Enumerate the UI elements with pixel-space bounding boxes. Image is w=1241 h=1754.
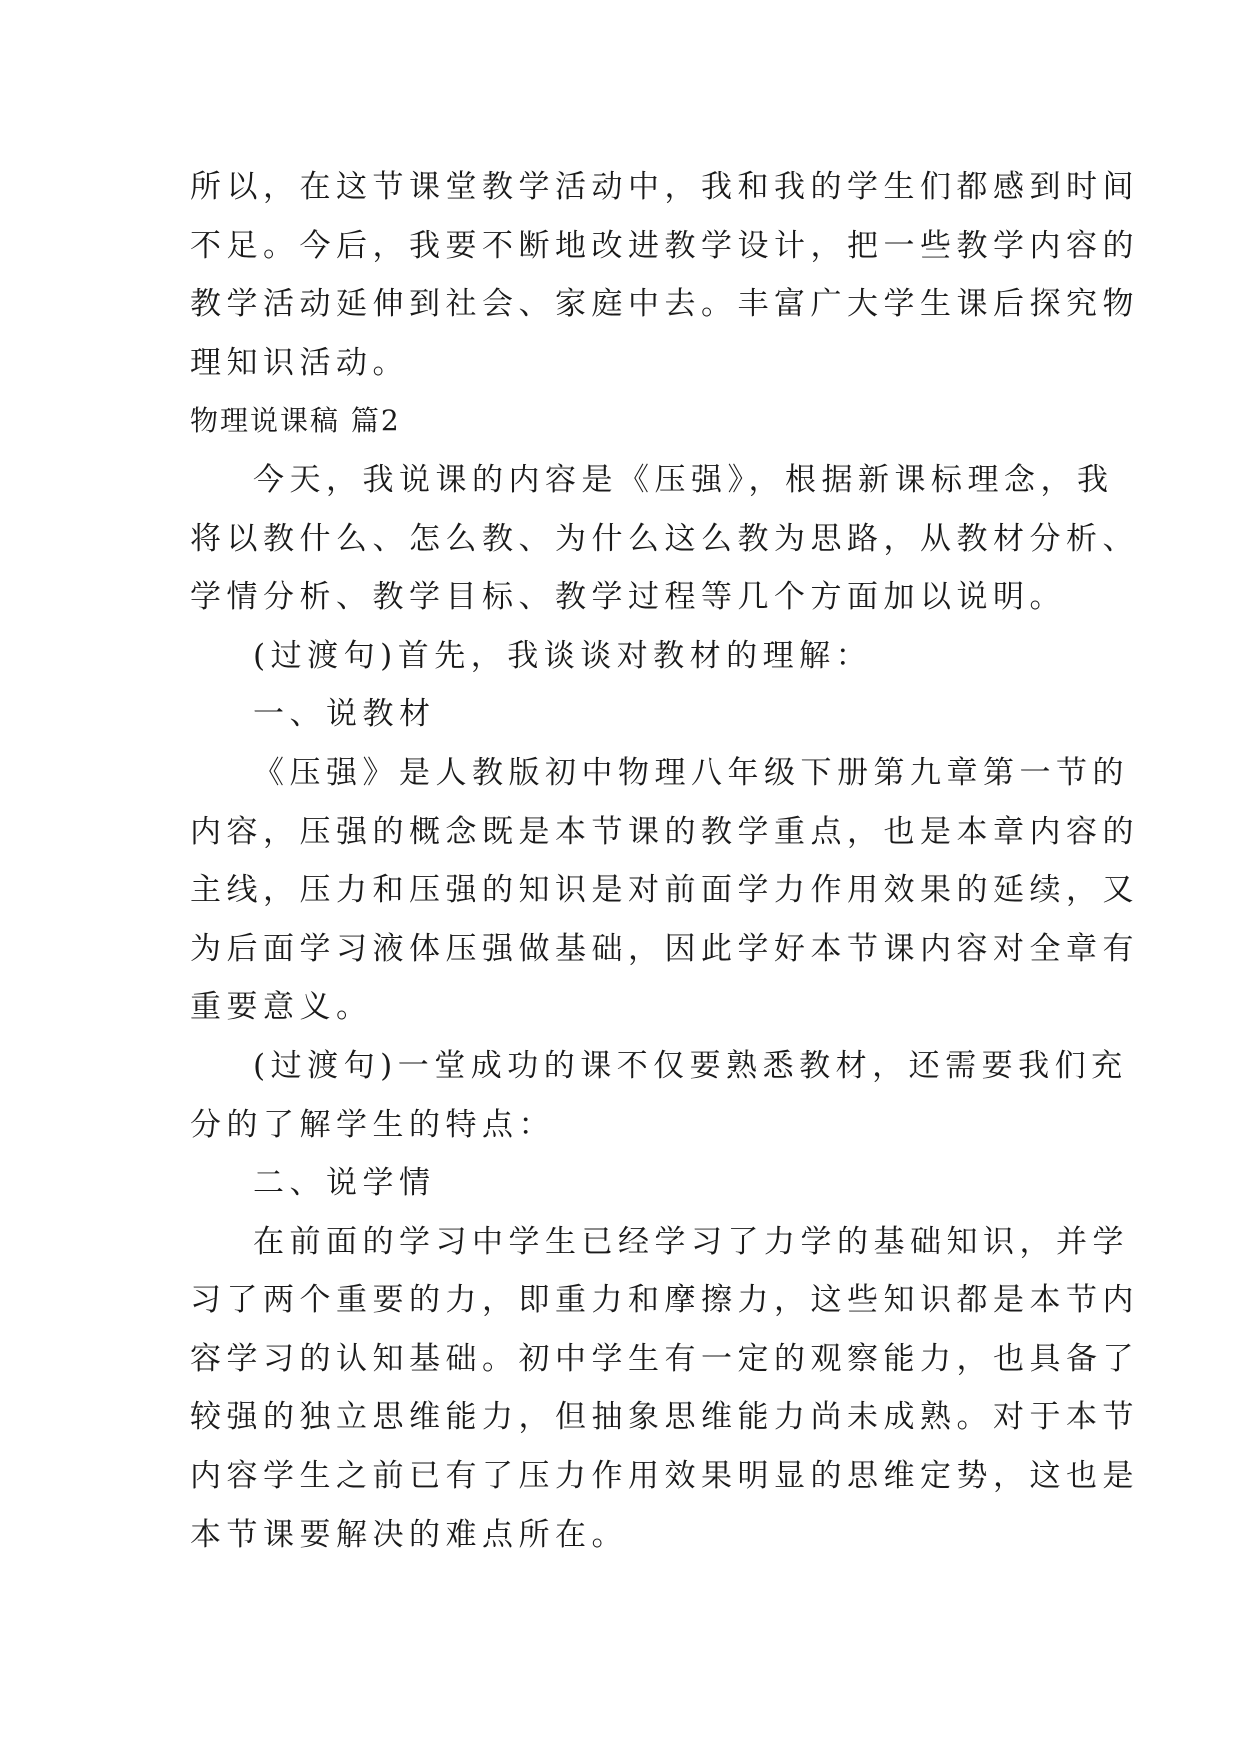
paragraph-start: 在前面的学习中学生已经学习了力学的基础知识，并学 bbox=[253, 1223, 1129, 1260]
text-line: 较强的独立思维能力，但抽象思维能力尚未成熟。对于本节 bbox=[190, 1399, 1139, 1436]
text-line: 习了两个重要的力，即重力和摩擦力，这些知识都是本节内 bbox=[190, 1282, 1139, 1319]
text-line: 主线，压力和压强的知识是对前面学力作用效果的延续，又 bbox=[190, 872, 1139, 909]
text-line: 内容学生之前已有了压力作用效果明显的思维定势，这也是 bbox=[190, 1458, 1139, 1495]
text-line: 理知识活动。 bbox=[190, 344, 409, 381]
text-line: 学情分析、教学目标、教学过程等几个方面加以说明。 bbox=[190, 579, 1066, 616]
subsection-heading: 二、说学情 bbox=[253, 1165, 436, 1202]
paragraph-start: 今天，我说课的内容是《压强》，根据新课标理念，我 bbox=[253, 461, 1114, 498]
text-line: 容学习的认知基础。初中学生有一定的观察能力，也具备了 bbox=[190, 1340, 1139, 1377]
text-line: 所以，在这节课堂教学活动中，我和我的学生们都感到时间 bbox=[190, 169, 1139, 205]
text-line: 内容，压强的概念既是本节课的教学重点，也是本章内容的 bbox=[190, 813, 1139, 850]
section-heading: 物理说课稿 篇2 bbox=[190, 404, 401, 438]
text-line: 为后面学习液体压强做基础，因此学好本节课内容对全章有 bbox=[190, 930, 1139, 967]
paragraph-start: (过渡句)一堂成功的课不仅要熟悉教材，还需要我们充 bbox=[253, 1047, 1128, 1084]
paragraph-start: (过渡句)首先，我谈谈对教材的理解： bbox=[253, 637, 873, 674]
text-line: 分的了解学生的特点： bbox=[190, 1106, 555, 1143]
paragraph-start: 《压强》是人教版初中物理八年级下册第九章第一节的 bbox=[253, 754, 1129, 791]
text-line: 重要意义。 bbox=[190, 989, 373, 1026]
text-line: 将以教什么、怎么教、为什么这么教为思路，从教材分析、 bbox=[190, 520, 1139, 557]
text-line: 不足。今后，我要不断地改进教学设计，把一些教学内容的 bbox=[190, 227, 1139, 264]
document-body bbox=[190, 158, 1139, 1564]
text-line: 本节课要解决的难点所在。 bbox=[190, 1516, 628, 1553]
subsection-heading: 一、说教材 bbox=[253, 696, 436, 733]
text-line: 教学活动延伸到社会、家庭中去。丰富广大学生课后探究物 bbox=[190, 286, 1139, 323]
